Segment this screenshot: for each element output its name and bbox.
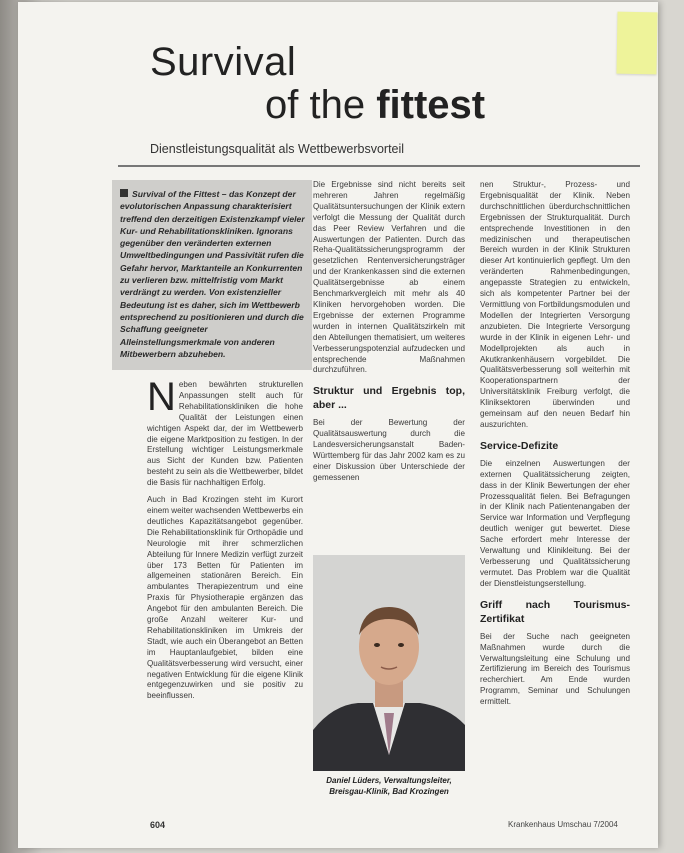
photo-caption: Daniel Lüders, Verwaltungsleiter, Breisgau-Klinik, Bad Krozingen — [326, 776, 452, 796]
portrait-photo — [313, 555, 465, 771]
subheading-service: Service-Defizite — [480, 439, 559, 452]
subheading-tourismus: Griff nach Tourismus-Zertifikat — [480, 598, 630, 625]
intro-text: Survival of the Fittest – das Konzept der evolutorischen Anpassung charakterisiert treffend den derzeitigen Existenzkampf vieler Kur- und Rehabilitationskliniken. Ignorans gegenüber den veränderten externen Umweltbedingungen und Passivität rufen die Gefahr hervor, Marktanteile an Konkurrenten zu verlieren bzw. mittelfristig vom Markt verdrängt zu werden. Von existenzieller Bedeutung ist es daher, sich im Wettbewerb entsprechend zu positionieren und durch die Schaffung geeigneter Alleinstellungsmerkmale von anderen Mitbewerbern abzuheben. — [120, 189, 305, 359]
title-line-2-bold: fittest — [376, 83, 486, 127]
column-3 — [480, 180, 630, 714]
title-line-2 — [265, 83, 485, 128]
page-number: 604 — [150, 820, 166, 830]
dropcap: N — [147, 375, 176, 419]
col2-paragraph-2: Bei der Bewertung der Qualitätsauswertung durch die Landesversicherungsanstalt Baden-Württemberg für das Jahr 2002 kam es zu einer Diskussion über Unterschiede der gemessenen — [313, 418, 465, 482]
title-line-1: Survival — [150, 40, 297, 84]
col3-paragraph-1: nen Struktur-, Prozess- und Ergebnisqualität der Klinik. Neben durchschnittlichen überdurchschnittlichen Ergebnissen der Strukturqualität. Durch entsprechende Investitionen in den medizinischen und therapeutischen Bereich wurden in der Klinik Strukturen dieser Art kontinuierlich gepflegt. Um den veränderten Rahmenbedingungen, angepasste Strategien zu entwickeln, sich als kompetenter Partner bei der Vermittlung von Fortbildungsmodulen und Modellen der Integrierten Versorgung anzubieten. Die Integrierte Versorgung wurde in der Klinik in eigenen Lehr- und Modellprojekten als auch in Akutkrankenhäusern vorgebildet. Die Qualitätsverbesserung soll weiterhin mit Kooperationspartnern der Universitätsklinik Freiburg verfolgt, die Kliniksektoren überwinden und gemeinsam auf den neuen Bedarf hin auszurichten. — [480, 180, 630, 429]
article-subtitle: Dienstleistungsqualität als Wettbewerbsvorteil — [150, 142, 405, 156]
title-line-2-regular: of the — [265, 83, 377, 127]
column-2 — [313, 180, 465, 490]
col3-paragraph-2: Die einzelnen Auswertungen der externen Qualitätssicherung zeigten, dass in der Klinik Bewertungen der eher Prozessqualität fielen. Bei Befragungen in der Klinik nach Patientenangaben der Service war Information und Verpflegung deutlich weniger gut bewertet. Diese Sache erfordert mehr Interesse der Verwaltung und Klinikleitung. Bei der Verbesserung und Qualitätssicherung vermutet. Das Problem war die Qualität der Dienstleistungserstellung. — [480, 458, 630, 588]
sticky-note — [616, 12, 657, 75]
portrait-illustration — [313, 555, 465, 771]
intro-box — [112, 180, 312, 370]
col1-text-1: eben bewährten strukturellen Anpassungen stellt auch für Rehabilitationskliniken die hohe Qualität der Leistungen einen wichtigen Aspekt dar, der im Wettbewerb die eigene Marktposition zu festigen. In der Erstellung wichtiger Leistungsmerkmale aus Sicht der Kunden bzw. Patienten besteht zu sein als die Wettbewerber, bildet die Basis für nachhaltigen Erfolg. — [147, 380, 303, 488]
magazine-footer: Krankenhaus Umschau 7/2004 — [508, 820, 618, 829]
col1-paragraph-2: Auch in Bad Krozingen steht im Kurort einem weiter wachsenden Wettbewerbs ein deutliches Kapazitätsangebot gegenüber. Die Rehabilitationsklinik für Orthopädie und Neurologie mit ihrer schmerzlichen Abteilung für Innere Medizin verfügt zurzeit über 173 Betten für Patienten im allgemeinen stationären Bereich. Ein ambulantes Therapiezentrum und eine Praxis für Physiotherapie ergänzen das Angebot für den ambulanten Bereich. Die große Anzahl weiterer Kur- und Rehabilitationskliniken im Umkreis der Stadt, wie auch ein Überangebot an Betten im Hauptanlaufgebiet, bilden eine Qualitätsverbesserung wird versucht, einer negativen Entwicklung für die eigene Klinik entgegenzuwirken und sie positiv zu beeinflussen. — [147, 495, 303, 701]
col2-paragraph-1: Die Ergebnisse sind nicht bereits seit mehreren Jahren regelmäßig Qualitätsuntersuchungen der Klinik extern verfolgt die Messung der Qualität durch das Peer Review Verfahren und die Auswertungen der Patienten. Durch das Reha-Qualitätssicherungsprogramm der gesetzlichen Rentenversicherungsträger und der Krankenkassen sind die externen Qualitätsergebnisse ab einem Benchmarkvergleich mit mehr als 40 Kliniken hervorgehoben worden. Die Ergebnisse der externen Programme wurden in internen Qualitätszirkeln mit den Abteilungen thematisiert, um weiteres Verbesserungspotenzial aufzudecken und entsprechende Maßnahmen durchzuführen. — [313, 180, 465, 375]
subheading-struktur: Struktur und Ergebnis top, aber ... — [313, 385, 465, 412]
title-divider — [118, 165, 640, 167]
column-1 — [147, 375, 303, 708]
bullet-square-icon — [120, 189, 128, 197]
col1-paragraph-1 — [147, 375, 303, 489]
col3-paragraph-3: Bei der Suche nach geeigneten Maßnahmen wurde durch die Verwaltungsleitung eine Schulung und Zertifizierung im Bereich des Tourismus recherchiert. Am Ende wurden Programm, Seminar und Schulungen ermittelt. — [480, 631, 630, 707]
